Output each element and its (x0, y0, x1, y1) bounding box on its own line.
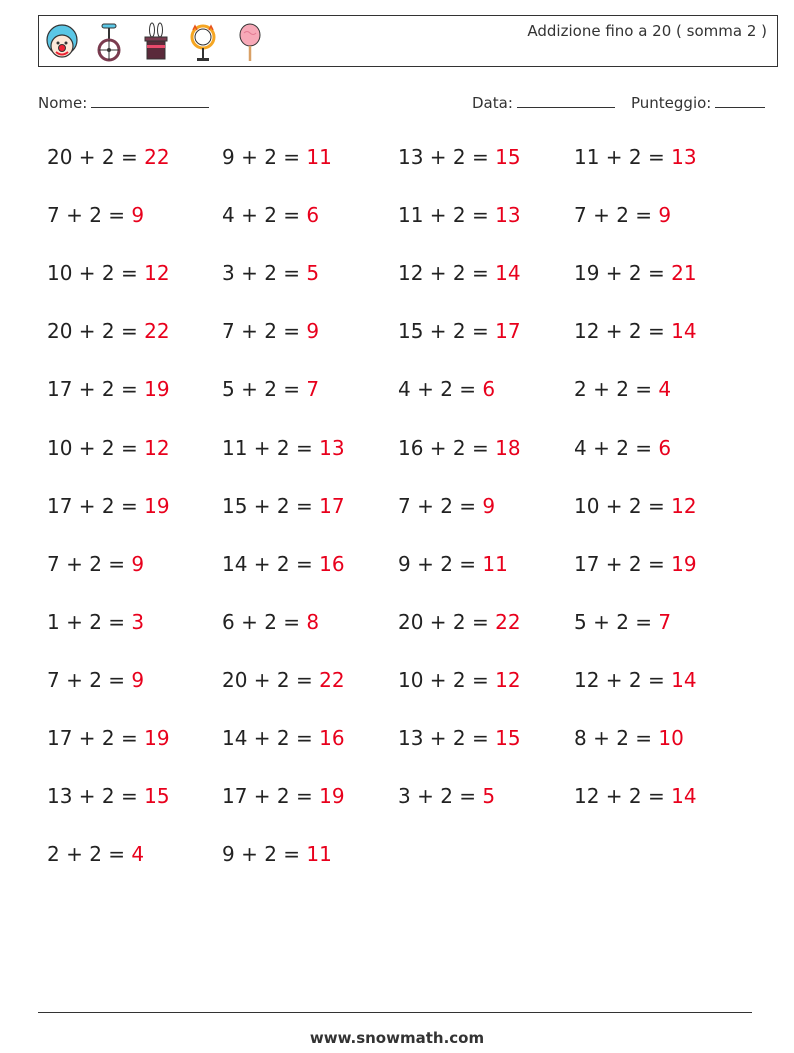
worksheet-header (38, 15, 778, 67)
problem-item (574, 610, 671, 634)
problem-question: 12 + 2 = (398, 261, 496, 285)
problem-item (47, 261, 170, 285)
problem-item (398, 261, 521, 285)
problem-answer: 3 (131, 610, 145, 634)
problem-answer: 14 (671, 668, 697, 692)
problem-item (47, 610, 144, 634)
problem-item (222, 261, 319, 285)
problem-question: 9 + 2 = (222, 145, 307, 169)
problem-question: 4 + 2 = (222, 203, 307, 227)
footer-url: www.snowmath.com (309, 1029, 485, 1047)
problem-answer: 12 (144, 261, 170, 285)
problem-item (47, 552, 144, 576)
problem-question: 20 + 2 = (47, 319, 145, 343)
problem-question: 3 + 2 = (222, 261, 307, 285)
problem-item (222, 436, 345, 460)
problem-item (398, 668, 521, 692)
problem-answer: 22 (144, 145, 170, 169)
problem-answer: 11 (306, 842, 332, 866)
problem-answer: 14 (671, 319, 697, 343)
problem-answer: 6 (482, 377, 496, 401)
problem-answer: 5 (482, 784, 496, 808)
problem-item (47, 436, 170, 460)
problem-answer: 9 (131, 668, 145, 692)
problem-item (222, 842, 332, 866)
problem-question: 20 + 2 = (222, 668, 320, 692)
problem-answer: 19 (671, 552, 697, 576)
problem-item (47, 726, 170, 750)
date-label: Data: (472, 94, 513, 112)
problem-answer: 13 (319, 436, 345, 460)
problem-question: 17 + 2 = (47, 726, 145, 750)
problem-answer: 9 (658, 203, 672, 227)
problem-item (574, 494, 697, 518)
problem-answer: 7 (306, 377, 320, 401)
problem-question: 7 + 2 = (47, 203, 132, 227)
problem-item (574, 319, 697, 343)
problem-question: 11 + 2 = (574, 145, 672, 169)
problem-question: 10 + 2 = (398, 668, 496, 692)
name-label: Nome: (38, 94, 88, 112)
problem-answer: 18 (495, 436, 521, 460)
problem-question: 7 + 2 = (398, 494, 483, 518)
problem-item (222, 203, 319, 227)
problem-question: 9 + 2 = (398, 552, 483, 576)
problem-item (574, 668, 697, 692)
problem-question: 11 + 2 = (398, 203, 496, 227)
problem-question: 7 + 2 = (222, 319, 307, 343)
problem-answer: 13 (495, 203, 521, 227)
problem-item (222, 494, 345, 518)
problem-item (574, 203, 671, 227)
problem-answer: 19 (319, 784, 345, 808)
icon-strip (43, 20, 269, 64)
problem-question: 14 + 2 = (222, 552, 320, 576)
footer-divider (38, 1012, 752, 1013)
problem-item (47, 668, 144, 692)
problem-item (398, 610, 521, 634)
problem-answer: 7 (658, 610, 672, 634)
problem-answer: 9 (131, 552, 145, 576)
problem-question: 7 + 2 = (574, 203, 659, 227)
problem-question: 3 + 2 = (398, 784, 483, 808)
problem-item (574, 145, 697, 169)
problem-item (398, 377, 495, 401)
problem-item (222, 377, 319, 401)
problem-item (222, 784, 345, 808)
problem-question: 15 + 2 = (222, 494, 320, 518)
problem-question: 12 + 2 = (574, 319, 672, 343)
problem-item (398, 319, 521, 343)
date-blank (517, 93, 615, 108)
problem-answer: 9 (306, 319, 320, 343)
problem-answer: 21 (671, 261, 697, 285)
problem-question: 7 + 2 = (47, 668, 132, 692)
problem-question: 5 + 2 = (222, 377, 307, 401)
score-field (631, 93, 765, 112)
problem-answer: 13 (671, 145, 697, 169)
name-field (38, 93, 209, 112)
problem-answer: 19 (144, 494, 170, 518)
problem-item (222, 726, 345, 750)
problem-item (398, 784, 495, 808)
problem-question: 13 + 2 = (398, 726, 496, 750)
problem-item (222, 319, 319, 343)
problem-question: 15 + 2 = (398, 319, 496, 343)
problem-item (47, 377, 170, 401)
problem-answer: 10 (658, 726, 684, 750)
problem-question: 20 + 2 = (47, 145, 145, 169)
problem-answer: 22 (319, 668, 345, 692)
problem-question: 14 + 2 = (222, 726, 320, 750)
problem-answer: 17 (319, 494, 345, 518)
problem-question: 17 + 2 = (47, 494, 145, 518)
problem-question: 20 + 2 = (398, 610, 496, 634)
problem-item (47, 494, 170, 518)
problem-answer: 12 (144, 436, 170, 460)
problem-question: 1 + 2 = (47, 610, 132, 634)
problem-answer: 14 (671, 784, 697, 808)
problem-item (222, 552, 345, 576)
problem-answer: 22 (144, 319, 170, 343)
problem-question: 8 + 2 = (574, 726, 659, 750)
problem-item (398, 552, 508, 576)
problem-answer: 4 (131, 842, 145, 866)
problem-answer: 6 (306, 203, 320, 227)
problem-answer: 4 (658, 377, 672, 401)
problem-item (222, 610, 319, 634)
problem-question: 6 + 2 = (222, 610, 307, 634)
problem-answer: 16 (319, 726, 345, 750)
problem-item (398, 203, 521, 227)
problem-answer: 12 (495, 668, 521, 692)
problem-answer: 19 (144, 377, 170, 401)
magic-hat-rabbit-icon (137, 21, 175, 63)
problem-question: 2 + 2 = (47, 842, 132, 866)
problem-answer: 12 (671, 494, 697, 518)
problem-answer: 17 (495, 319, 521, 343)
problem-item (574, 436, 671, 460)
problem-item (398, 726, 521, 750)
problem-question: 4 + 2 = (574, 436, 659, 460)
problem-question: 13 + 2 = (47, 784, 145, 808)
problem-item (574, 726, 684, 750)
unicycle-icon (90, 21, 128, 63)
problem-question: 9 + 2 = (222, 842, 307, 866)
problem-answer: 5 (306, 261, 320, 285)
score-blank (715, 93, 765, 108)
fire-hoop-icon (184, 21, 222, 63)
problem-question: 5 + 2 = (574, 610, 659, 634)
problem-question: 17 + 2 = (574, 552, 672, 576)
problem-item (47, 842, 144, 866)
problem-question: 12 + 2 = (574, 668, 672, 692)
problem-question: 13 + 2 = (398, 145, 496, 169)
problem-answer: 9 (131, 203, 145, 227)
problem-answer: 15 (144, 784, 170, 808)
problem-question: 10 + 2 = (574, 494, 672, 518)
problem-question: 2 + 2 = (574, 377, 659, 401)
problem-question: 10 + 2 = (47, 261, 145, 285)
problem-question: 19 + 2 = (574, 261, 672, 285)
name-blank (91, 93, 209, 108)
problem-question: 7 + 2 = (47, 552, 132, 576)
problem-question: 16 + 2 = (398, 436, 496, 460)
problem-answer: 11 (306, 145, 332, 169)
problem-item (47, 203, 144, 227)
problem-item (222, 145, 332, 169)
problem-answer: 19 (144, 726, 170, 750)
clown-face-icon (43, 21, 81, 63)
problem-item (47, 784, 170, 808)
date-field (472, 93, 615, 112)
problem-answer: 14 (495, 261, 521, 285)
problem-answer: 8 (306, 610, 320, 634)
problem-item (574, 261, 697, 285)
problem-answer: 11 (482, 552, 508, 576)
cotton-candy-icon (231, 21, 269, 63)
problem-item (398, 145, 521, 169)
problem-item (222, 668, 345, 692)
problem-item (47, 145, 170, 169)
problem-question: 12 + 2 = (574, 784, 672, 808)
problem-item (398, 494, 495, 518)
problem-question: 11 + 2 = (222, 436, 320, 460)
problem-answer: 15 (495, 726, 521, 750)
problem-item (574, 784, 697, 808)
problem-item (574, 377, 671, 401)
problem-item (574, 552, 697, 576)
score-label: Punteggio: (631, 94, 712, 112)
problem-question: 17 + 2 = (47, 377, 145, 401)
problem-item (47, 319, 170, 343)
problem-answer: 16 (319, 552, 345, 576)
problem-answer: 6 (658, 436, 672, 460)
problem-question: 4 + 2 = (398, 377, 483, 401)
problem-answer: 15 (495, 145, 521, 169)
problem-answer: 9 (482, 494, 496, 518)
problem-answer: 22 (495, 610, 521, 634)
problem-question: 10 + 2 = (47, 436, 145, 460)
problem-question: 17 + 2 = (222, 784, 320, 808)
problem-item (398, 436, 521, 460)
worksheet-title: Addizione fino a 20 ( somma 2 ) (527, 22, 767, 40)
